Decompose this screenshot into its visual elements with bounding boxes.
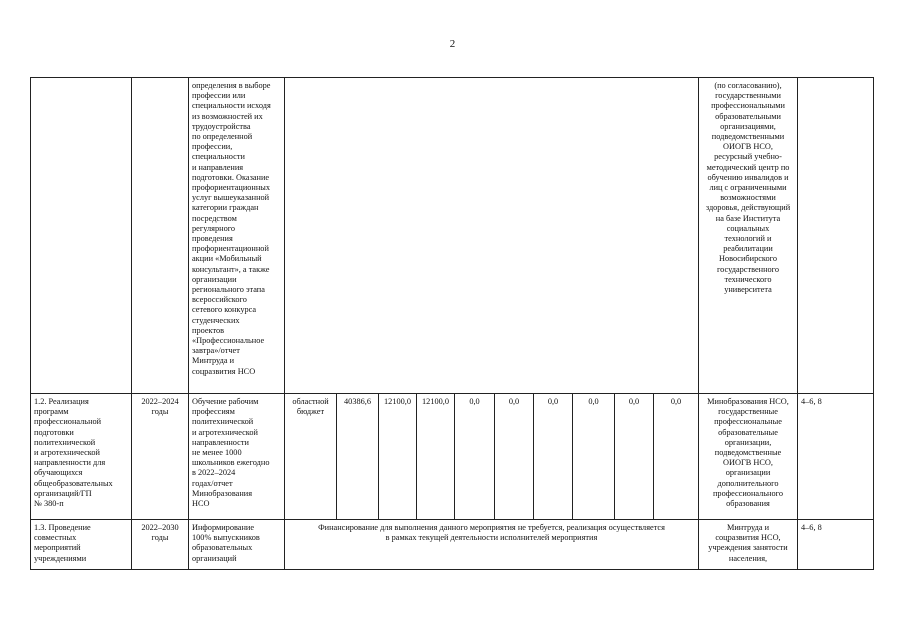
- tasks-cell: [798, 78, 874, 394]
- executor-cell: Минтруда и соцразвития НСО, учреждения занятости населения,: [699, 520, 798, 570]
- period-cell: 2022–2024 годы: [132, 394, 189, 520]
- value-cell: 0,0: [615, 394, 654, 520]
- financing-span-cell: [285, 78, 699, 394]
- value-cell: 0,0: [654, 394, 699, 520]
- period-cell: [132, 78, 189, 394]
- value-cell: 0,0: [455, 394, 495, 520]
- executor-cell: (по согласованию), государственными профессиональными образовательными организациями, подведомственными ОИОГВ НСО, ресурсный учебно- методический центр по обучению инвалидов и лиц с ограниченными возможностями здоровья, действующий на базе Института социальных технологий и реабилитации Новосибирского государственного технического университета: [699, 78, 798, 394]
- value-cell: 12100,0: [417, 394, 455, 520]
- tasks-cell: 4–6, 8: [798, 394, 874, 520]
- measure-cell: 1.3. Проведение совместных мероприятий учреждениями: [31, 520, 132, 570]
- value-cell: 0,0: [573, 394, 615, 520]
- table-row: [31, 520, 874, 570]
- result-cell: Информирование 100% выпускников образовательных организаций: [189, 520, 285, 570]
- result-cell: Обучение рабочим профессиям политехнической и агротехнической направленности не менее 1000 школьников ежегодно в 2022–2024 годах/отчет Минобразования НСО: [189, 394, 285, 520]
- source-cell: областной бюджет: [285, 394, 337, 520]
- value-cell: 0,0: [495, 394, 534, 520]
- table-row: [31, 394, 874, 520]
- tasks-cell: 4–6, 8: [798, 520, 874, 570]
- page-number: 2: [449, 38, 456, 50]
- period-cell: 2022–2030 годы: [132, 520, 189, 570]
- table-row: [31, 78, 874, 394]
- result-cell: определения в выборе профессии или специальности исходя из возможностей их трудоустройства по определенной профессии, специальности и направления подготовки. Оказание профориентационных услуг вышеуказанной категории граждан посредством регулярного проведения профориентационной акции «Мобильный консультант», а также организации регионального этапа всероссийского сетевого конкурса студенческих проектов «Профессиональное завтра»/отчет Минтруда и соцразвития НСО: [189, 78, 285, 394]
- measures-table: [30, 77, 874, 570]
- value-cell: 40386,6: [337, 394, 379, 520]
- executor-cell: Минобразования НСО, государственные профессиональные образовательные организации, подведомственные ОИОГВ НСО, организации дополнительного профессионального образования: [699, 394, 798, 520]
- value-cell: 0,0: [534, 394, 573, 520]
- value-cell: 12100,0: [379, 394, 417, 520]
- measure-cell: [31, 78, 132, 394]
- measure-cell: 1.2. Реализация программ профессиональной подготовки политехнической и агротехнической направленности для обучающихся общеобразовательных организаций/ГП № 380-п: [31, 394, 132, 520]
- financing-note-cell: Финансирование для выполнения данного мероприятия не требуется, реализация осуществляется в рамках текущей деятельности исполнителей мероприятия: [285, 520, 699, 570]
